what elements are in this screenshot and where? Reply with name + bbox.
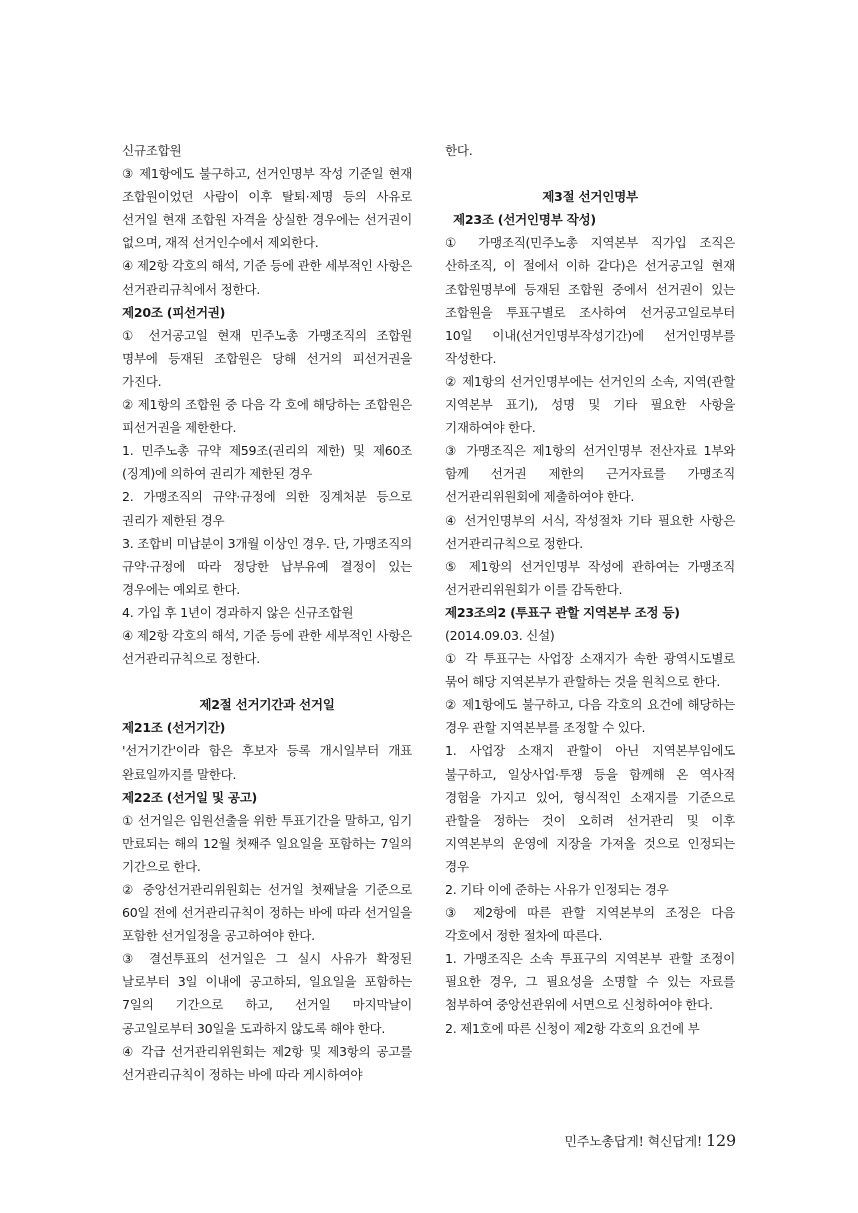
paragraph: ③ 가맹조직은 제1항의 선거인명부 전산자료 1부와 함께 선거권 제한의 근거자료를 가맹조직 선거관리위원회에 제출하여야 한다.	[445, 443, 735, 505]
paragraph: 1. 민주노총 규약 제59조(권리의 제한) 및 제60조(징계)에 의하여 권리가 제한된 경우	[122, 443, 412, 482]
paragraph: 4. 가입 후 1년이 경과하지 않은 신규조합원	[122, 604, 354, 620]
paragraph: (2014.09.03. 신설)	[445, 627, 555, 643]
paragraph: ② 제1항의 선거인명부에는 선거인의 소속, 지역(관할 지역본부 표기), 성명 및 기타 필요한 사항을 기재하여야 한다.	[445, 373, 735, 436]
paragraph: ① 가맹조직(민주노총 지역본부 직가입 조직은 산하조직, 이 절에서 이하 같다)은 선거공고일 현재 조합원명부에 등재된 조합원 중에서 선거권이 있는 조합원을 투표구별로 조사하여 선거공고일로부터 10일 이내(선거인명부작성기간)에 선거인명부를 작성한다.	[445, 235, 735, 366]
article-heading-20: 제20조 (피선거권)	[122, 304, 226, 320]
article-heading-22: 제22조 (선거일 및 공고)	[122, 789, 258, 805]
paragraph: ② 제1항의 조합원 중 다음 각 호에 해당하는 조합원은 피선거권을 제한한다.	[122, 397, 412, 436]
paragraph: ④ 선거인명부의 서식, 작성절차 기타 필요한 사항은 선거관리규칙으로 정한다.	[445, 512, 735, 551]
left-column	[122, 139, 412, 1086]
paragraph: ② 제1항에도 불구하고, 다음 각호의 요건에 해당하는 경우 관할 지역본부를 조정할 수 있다.	[445, 697, 735, 736]
paragraph: ⑤ 제1항의 선거인명부 작성에 관하여는 가맹조직 선거관리위원회가 이를 감독한다.	[445, 558, 735, 597]
section-heading-2: 제2절 선거기간과 선거일	[199, 697, 335, 713]
spacer	[445, 162, 735, 185]
article-heading-23-2: 제23조의2 (투표구 관할 지역본부 조정 등)	[445, 604, 680, 620]
section-heading-3: 제3절 선거인명부	[542, 189, 638, 205]
paragraph: ④ 제2항 각호의 해석, 기준 등에 관한 세부적인 사항은 선거관리규칙에서 정한다.	[122, 258, 412, 297]
paragraph: 1. 가맹조직은 소속 투표구의 지역본부 관할 조정이 필요한 경우, 그 필요성을 소명할 수 있는 자료를 첨부하여 중앙선관위에 서면으로 신청하여야 한다.	[445, 951, 735, 1013]
right-column	[445, 139, 735, 1040]
paragraph: ③ 결선투표의 선거일은 그 실시 사유가 확정된 날로부터 3일 이내에 공고하되, 일요일을 포함하는 7일의 기간으로 하고, 선거일 마지막날이 공고일로부터 30일을 도과하지 않도록 해야 한다.	[122, 951, 412, 1036]
paragraph: 2. 가맹조직의 규약·규정에 의한 징계처분 등으로 권리가 제한된 경우	[122, 489, 412, 528]
article-heading-23: 제23조 (선거인명부 작성)	[453, 212, 596, 228]
paragraph: ① 선거일은 임원선출을 위한 투표기간을 말하고, 임기 만료되는 해의 12월 첫째주 일요일을 포함하는 7일의 기간으로 한다.	[122, 812, 412, 874]
paragraph: ② 중앙선거관리위원회는 선거일 첫째날을 기준으로 60일 전에 선거관리규칙이 정하는 바에 따라 선거일을 포함한 선거일정을 공고하여야 한다.	[122, 882, 412, 944]
paragraph: ③ 제2항에 따른 관할 지역본부의 조정은 다음 각호에서 정한 절차에 따른다.	[445, 905, 735, 944]
paragraph: 신규조합원	[122, 143, 182, 158]
paragraph: ① 선거공고일 현재 민주노총 가맹조직의 조합원 명부에 등재된 조합원은 당해 선거의 피선거권을 가진다.	[122, 327, 412, 389]
paragraph: 1. 사업장 소재지 관할이 아닌 지역본부임에도 불구하고, 일상사업·투쟁 등을 함께해 온 역사적 경험을 가지고 있어, 형식적인 소재지를 기준으로 관할을 정하는 것이 오히려 선거관리 및 이후 지역본부의 운영에 지장을 가져올 것으로 인정되는 경우	[445, 743, 735, 874]
paragraph: 2. 기타 이에 준하는 사유가 인정되는 경우	[445, 882, 669, 897]
paragraph: '선거기간'이라 함은 후보자 등록 개시일부터 개표 완료일까지를 말한다.	[122, 743, 412, 782]
paragraph: 3. 조합비 미납분이 3개월 이상인 경우. 단, 가맹조직의 규약·규정에 따라 정당한 납부유예 결정이 있는 경우에는 예외로 한다.	[122, 535, 412, 597]
paragraph: ① 각 투표구는 사업장 소재지가 속한 광역시도별로 묶어 해당 지역본부가 관할하는 것을 원칙으로 한다.	[445, 651, 735, 690]
article-heading-21: 제21조 (선거기간)	[122, 720, 226, 736]
paragraph: ③ 제1항에도 불구하고, 선거인명부 작성 기준일 현재 조합원이었던 사람이 이후 탈퇴·제명 등의 사유로 선거일 현재 조합원 자격을 상실한 경우에는 선거권이 없으며, 재적 선거인수에서 제외한다.	[122, 166, 412, 251]
page-footer	[564, 1131, 736, 1150]
spacer	[122, 670, 412, 693]
page-number: 129	[706, 1131, 736, 1150]
paragraph: 한다.	[445, 143, 473, 158]
paragraph: ④ 각급 선거관리위원회는 제2항 및 제3항의 공고를 선거관리규칙이 정하는 바에 따라 게시하여야	[122, 1043, 412, 1082]
paragraph: ④ 제2항 각호의 해석, 기준 등에 관한 세부적인 사항은 선거관리규칙으로 정한다.	[122, 627, 412, 667]
footer-slogan: 민주노총답게! 혁신답게!	[564, 1135, 703, 1150]
paragraph: 2. 제1호에 따른 신청이 제2항 각호의 요건에 부	[445, 1020, 700, 1036]
